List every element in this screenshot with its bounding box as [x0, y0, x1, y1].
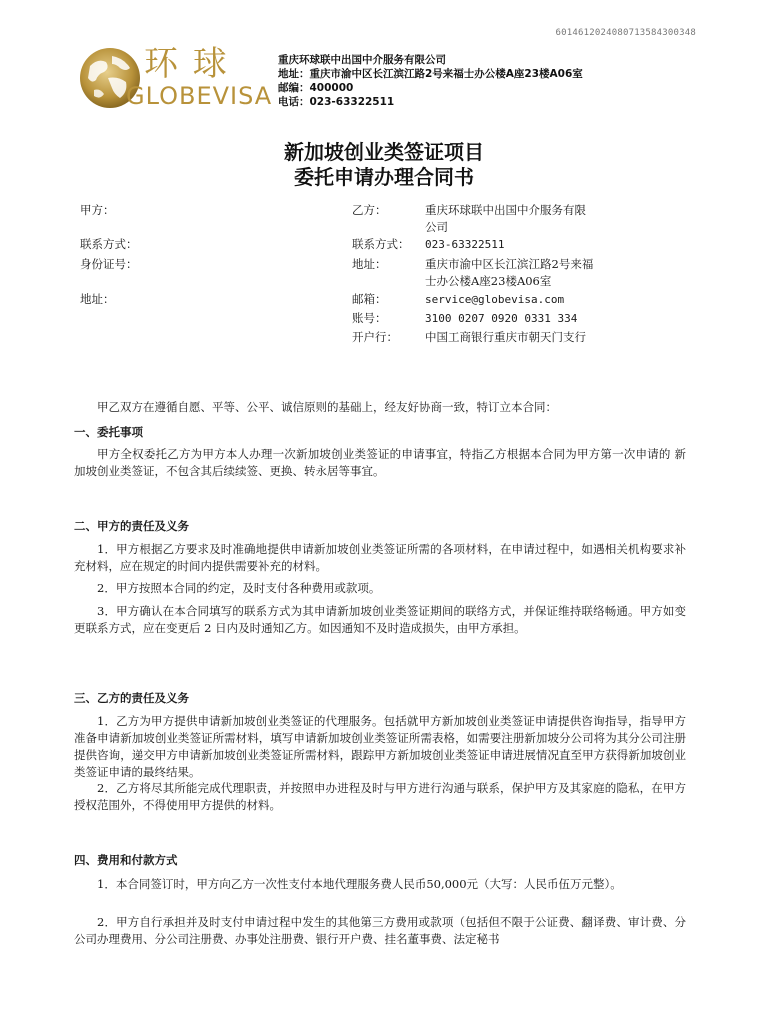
title-line-1: 新加坡创业类签证项目 [284, 140, 484, 164]
section-3-heading: 三、乙方的责任及义务 [74, 691, 189, 705]
company-address: 地址：重庆市渝中区长江滨江路2号来福士办公楼A座23楼A06室 [278, 68, 583, 80]
party-b-email-value: service@globevisa.com [425, 293, 565, 306]
section-2-paragraph-3: 3．甲方确认在本合同填写的联系方式为其申请新加坡创业类签证期间的联络方式，并保证维持联络畅通。甲方如变更联系方式，应在变更后 2 日内及时通知乙方。如因通知不及时造成损失，由甲方承担。 [74, 604, 686, 635]
party-b-bank-label: 开户行： [352, 330, 398, 344]
party-b-address [425, 256, 593, 290]
company-postcode: 邮编：400000 [278, 82, 354, 94]
party-b-name-line-1: 重庆环球联中出国中介服务有限 [425, 203, 586, 217]
party-b-address-line-1: 重庆市渝中区长江滨江路2号来福 [425, 257, 594, 271]
section-2-heading: 二、甲方的责任及义务 [74, 519, 189, 533]
party-b-account-value: 3100 0207 0920 0331 334 [425, 312, 578, 325]
party-b-email-label: 邮箱： [352, 292, 387, 306]
globevisa-logo [76, 44, 273, 114]
company-header [278, 53, 583, 109]
logo-chinese-text: 环 球 [144, 44, 229, 84]
contract-title [0, 140, 768, 190]
party-a-contact-label: 联系方式： [80, 237, 138, 251]
section-4-paragraph-2: 2．甲方自行承担并及时支付申请过程中发生的其他第三方费用或款项（包括但不限于公证费、翻译费、审计费、分公司办理费用、分公司注册费、办事处注册费、银行开户费、挂名董事费、法定秘书 [74, 915, 686, 946]
intro-paragraph: 甲乙双方在遵循自愿、平等、公平、诚信原则的基础上，经友好协商一致，特订立本合同： [97, 400, 557, 414]
title-line-2: 委托申请办理合同书 [294, 165, 474, 189]
party-a-id-label: 身份证号： [80, 257, 138, 271]
party-a-label: 甲方： [80, 203, 115, 217]
section-3-paragraph-1: 1．乙方为甲方提供申请新加坡创业类签证的代理服务。包括就甲方新加坡创业类签证申请提供咨询指导，指导甲方准备申请新加坡创业类签证所需材料，填写申请新加坡创业类签证所需表格，如需要注册新加坡分公司将为其分公司注册提供咨询，递交甲方申请新加坡创业类签证所需材料，跟踪甲方新加坡创业类签证申请进展情况直至甲方获得新加坡创业类签证申请的最终结果。 [74, 714, 686, 779]
section-3-paragraph-2: 2．乙方将尽其所能完成代理职责，并按照申办进程及时与甲方进行沟通与联系，保护甲方及其家庭的隐私，在甲方授权范围外，不得使用甲方提供的材料。 [74, 781, 686, 812]
company-name: 重庆环球联中出国中介服务有限公司 [278, 54, 446, 66]
party-b-contact-value: 023-63322511 [425, 238, 505, 251]
company-phone: 电话：023-63322511 [278, 96, 395, 108]
section-4-paragraph-1: 1．本合同签订时，甲方向乙方一次性支付本地代理服务费人民币50,000元（大写：人民币伍万元整）。 [97, 877, 622, 891]
section-2-paragraph-2: 2．甲方按照本合同的约定，及时支付各种费用或款项。 [97, 581, 381, 595]
party-b-bank-value: 中国工商银行重庆市朝天门支行 [425, 330, 586, 344]
party-b-account-label: 账号： [352, 311, 387, 325]
section-2-paragraph-1: 1．甲方根据乙方要求及时准确地提供申请新加坡创业类签证所需的各项材料，在申请过程中，如遇相关机构要求补充材料，应在规定的时间内提供需要补充的材料。 [74, 542, 686, 573]
document-id: 6014612024080713584300348 [555, 28, 696, 38]
section-1-paragraph-1: 甲方全权委托乙方为甲方本人办理一次新加坡创业类签证的申请事宜，特指乙方根据本合同为甲方第一次申请的 新加坡创业类签证，不包含其后续续签、更换、转永居等事宜。 [74, 447, 686, 478]
party-a-address-label: 地址： [80, 292, 115, 306]
logo-english-text: GLOBEVISA [126, 82, 273, 110]
section-1-heading: 一、委托事项 [74, 425, 143, 439]
party-b-name-line-2: 公司 [425, 220, 448, 234]
party-b-name [425, 202, 586, 236]
party-b-contact-label: 联系方式： [352, 237, 410, 251]
party-b-address-line-2: 士办公楼A座23楼A06室 [425, 274, 552, 288]
section-4-heading: 四、费用和付款方式 [74, 853, 178, 867]
party-b-label: 乙方： [352, 203, 387, 217]
party-b-address-label: 地址： [352, 257, 387, 271]
